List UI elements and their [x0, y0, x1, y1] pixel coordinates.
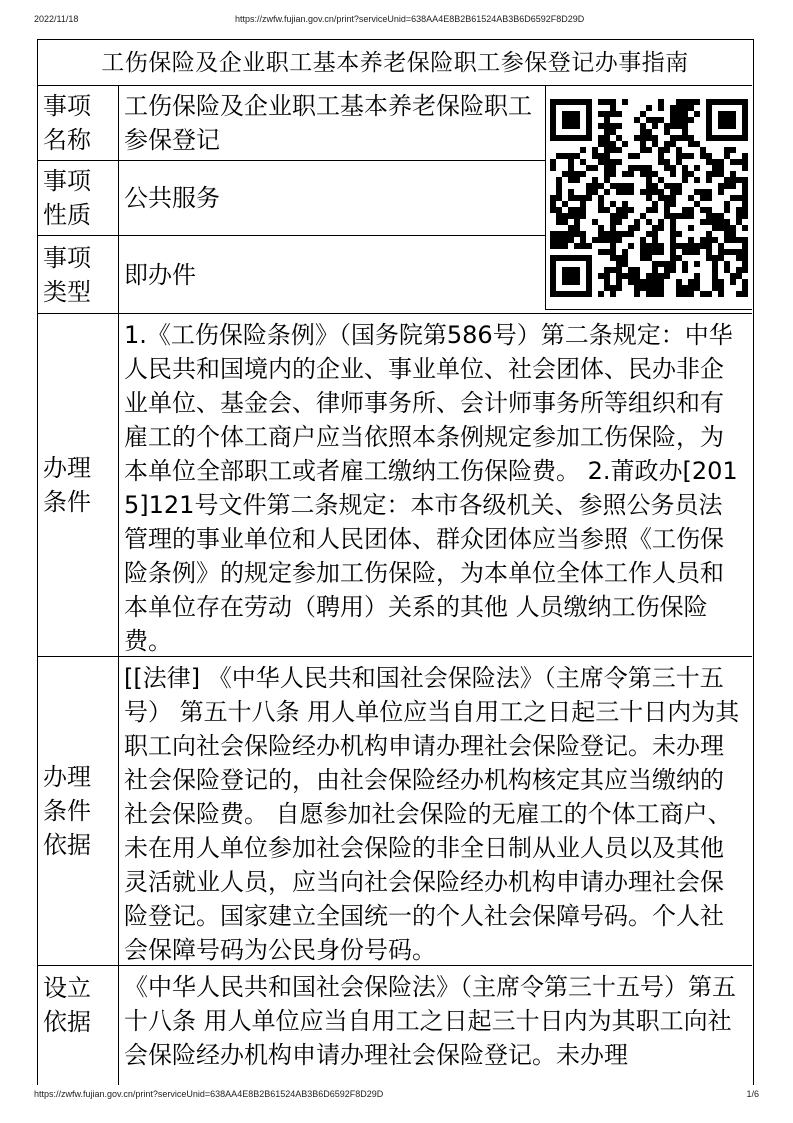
row-value: 《中华人民共和国社会保险法》（主席令第三十五号）第五十八条 用人单位应当自用工之日起三十日内为其职工向社会保险经办机构申请办理社会保险登记。未办理	[124, 973, 736, 1069]
row-legal-basis	[38, 966, 752, 1085]
print-header-url: https://zwfw.fujian.gov.cn/print?serviceUnid=638AA4E8B2B61524AB3B6D6592F8D29D	[235, 14, 585, 24]
row-conditions	[38, 314, 752, 657]
document-title: 工伤保险及企业职工基本养老保险职工参保登记办事指南	[38, 40, 752, 86]
row-label: 办理条件依据	[38, 657, 119, 965]
qr-cell	[545, 86, 752, 310]
row-conditions-basis	[38, 657, 752, 966]
row-value: 即办件	[124, 260, 196, 289]
print-date: 2022/11/18	[34, 14, 79, 24]
row-item-name	[38, 86, 545, 161]
row-value: [[法律] 《中华人民共和国社会保险法》（主席令第三十五号） 第五十八条 用人单位应当自用工之日起三十日内为其职工向社会保险经办机构申请办理社会保险登记。未办理社会保险登记的，由社会保险经办机构核定其应当缴纳的社会保险费。 自愿参加社会保险的无雇工的个体工商户、未在用人单位参加社会保险的非全日制从业人员以及其他灵活就业人员，应当向社会保险经办机构申请办理社会保险登记。国家建立全国统一的个人社会保障号码。个人社会保障号码为公民身份号码。	[124, 664, 740, 964]
row-item-nature	[38, 161, 545, 236]
print-footer-url: https://zwfw.fujian.gov.cn/print?serviceUnid=638AA4E8B2B61524AB3B6D6592F8D29D	[34, 1089, 384, 1099]
print-header	[0, 14, 793, 34]
row-label: 办理条件	[38, 314, 119, 656]
row-value: 工伤保险及企业职工基本养老保险职工参保登记	[124, 92, 532, 154]
page-number: 1/6	[746, 1089, 759, 1099]
row-label: 事项性质	[38, 161, 119, 235]
row-label: 设立依据	[38, 966, 119, 1085]
guide-sheet	[37, 39, 754, 1085]
row-value: 公共服务	[124, 184, 220, 212]
row-label: 事项类型	[38, 236, 119, 313]
row-value: 1.《工伤保险条例》（国务院第586号）第二条规定：中华人民共和国境内的企业、事业单位、社会团体、民办非企业单位、基金会、律师事务所、会计师事务所等组织和有雇工的个体工商户应当依照本条例规定参加工伤保险，为本单位全部职工或者雇工缴纳工伤保险费。 2.莆政办[2015]121号文件第二条规定：本市各级机关、参照公务员法管理的事业单位和人民团体、群众团体应当参照《工伤保险条例》的规定参加工伤保险，为本单位全体工作人员和本单位存在劳动（聘用）关系的其他 人员缴纳工伤保险费。	[124, 321, 738, 655]
print-footer	[0, 1089, 793, 1109]
row-label: 事项名称	[38, 86, 119, 160]
qr-code-icon	[550, 99, 748, 297]
